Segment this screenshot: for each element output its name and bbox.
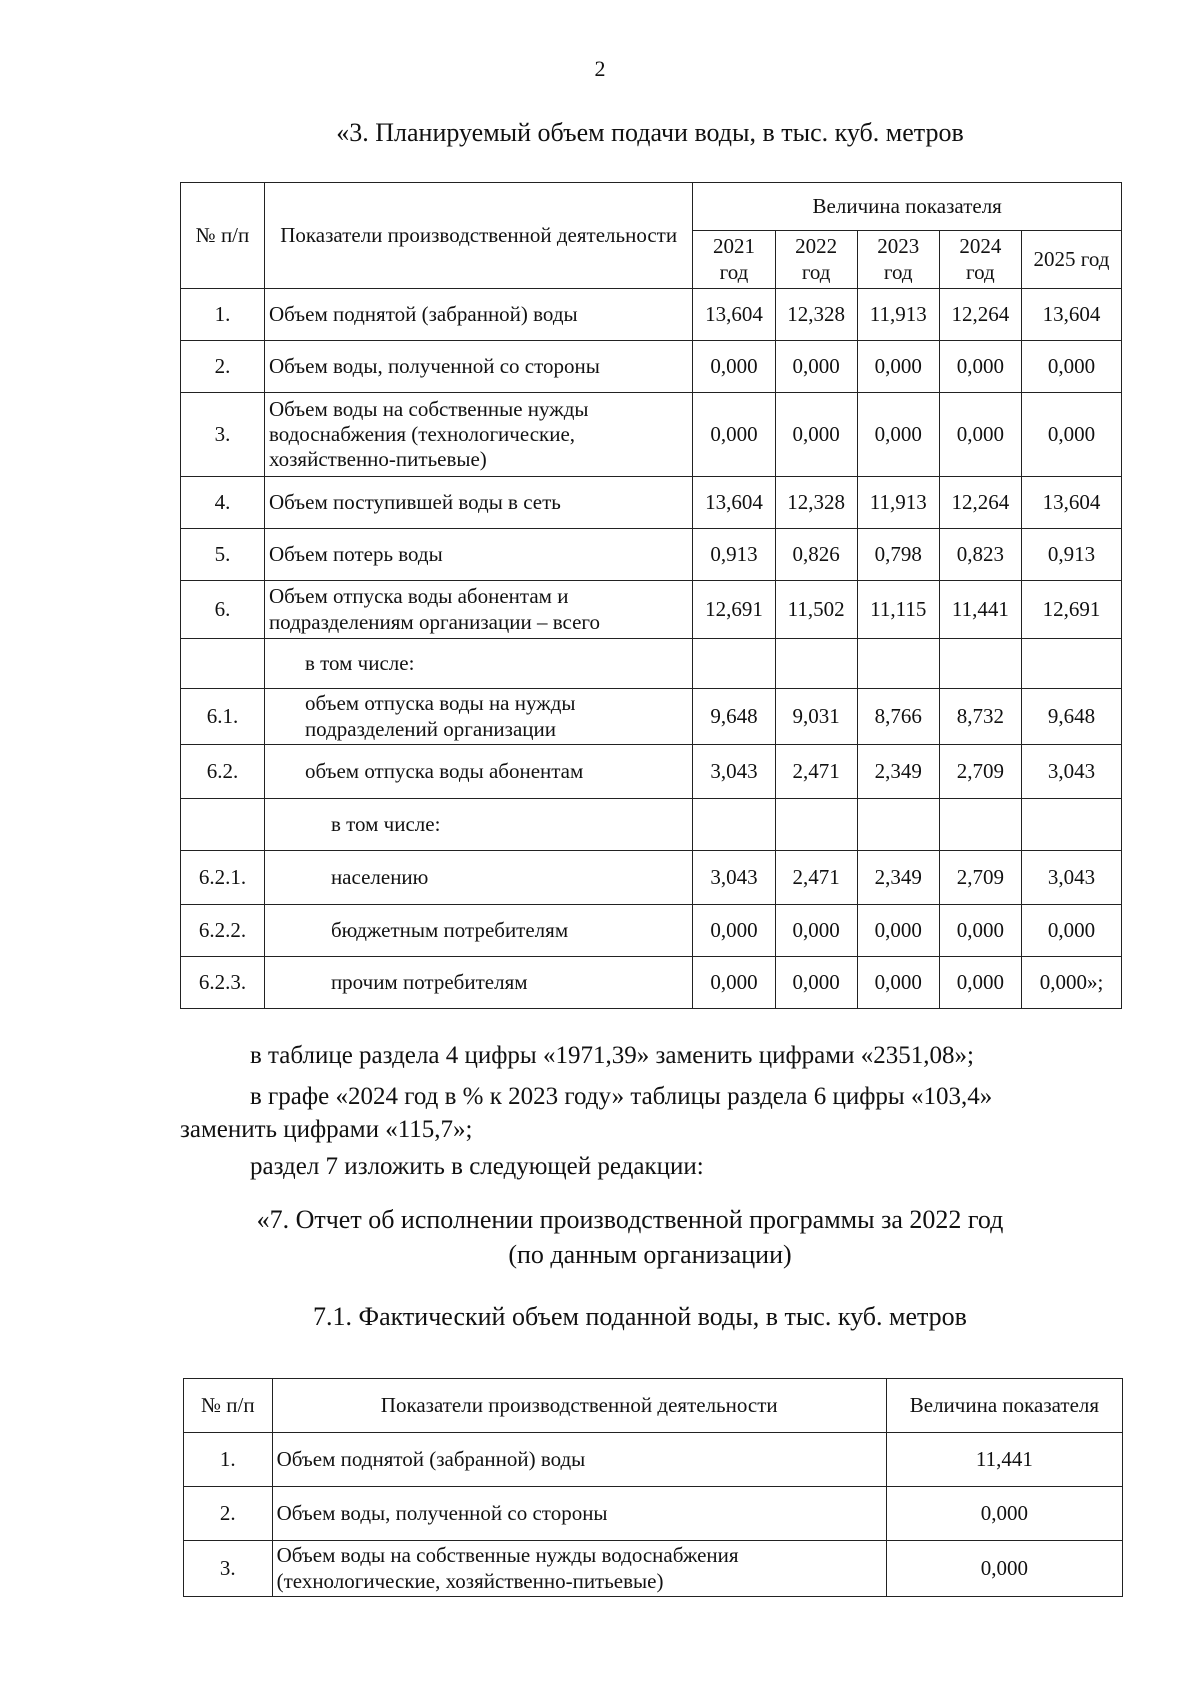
table-row [184,1433,1123,1487]
value-2025 [1021,799,1121,851]
value-2023: 11,913 [857,477,939,529]
row-indicator: Объем потерь воды [264,529,692,581]
value-2025: 0,000»; [1021,957,1121,1009]
row-num: 1. [181,289,265,341]
table-row [181,289,1122,341]
value-2021: 0,000 [693,341,775,393]
table-row [181,477,1122,529]
header-num: № п/п [181,183,265,289]
value-2023: 0,000 [857,341,939,393]
section-7-subtitle: (по данным организации) [508,1240,792,1269]
row-num: 3. [181,393,265,477]
value-2023: 2,349 [857,745,939,799]
value-2021: 0,000 [693,393,775,477]
value-2024: 0,823 [939,529,1021,581]
value-2021 [693,639,775,689]
value-2025: 0,000 [1021,393,1121,477]
table-row [181,393,1122,477]
value-2025: 0,000 [1021,341,1121,393]
value-2024: 8,732 [939,689,1021,745]
row-num: 3. [184,1541,273,1597]
row-num: 5. [181,529,265,581]
value-2025: 13,604 [1021,289,1121,341]
value-2023: 8,766 [857,689,939,745]
row-indicator: Объем воды, полученной со стороны [264,341,692,393]
value-2022 [775,799,857,851]
value-2022 [775,639,857,689]
row-indicator: в том числе: [264,799,692,851]
value-2021: 13,604 [693,477,775,529]
row-num: 6.2.3. [181,957,265,1009]
value-2023 [857,639,939,689]
header-year-2025: 2025 год [1021,231,1121,289]
table-row [181,639,1122,689]
row-num: 6. [181,581,265,639]
section-3-title: «3. Планируемый объем подачи воды, в тыс. куб. метров [336,118,964,147]
table-row [184,1541,1123,1597]
value-2023: 0,000 [857,393,939,477]
value-2022: 0,000 [775,393,857,477]
header-year-2023: 2023 год [857,231,939,289]
value-2022: 0,826 [775,529,857,581]
amendment-paragraph-1: в таблице раздела 4 цифры «1971,39» заменить цифрами «2351,08»; [250,1042,974,1069]
value-2021: 13,604 [693,289,775,341]
value-2023 [857,799,939,851]
value-2021: 3,043 [693,851,775,905]
value-2021 [693,799,775,851]
value-2022: 0,000 [775,957,857,1009]
table-row [181,957,1122,1009]
value-2023: 0,798 [857,529,939,581]
row-num: 2. [181,341,265,393]
value-2021: 9,648 [693,689,775,745]
row-num: 6.1. [181,689,265,745]
amendment-paragraph-3: раздел 7 изложить в следующей редакции: [250,1153,704,1180]
value-2023: 0,000 [857,905,939,957]
row-indicator: Объем поднятой (забранной) воды [272,1433,886,1487]
row-num: 6.2.2. [181,905,265,957]
value-2024: 0,000 [939,957,1021,1009]
value-2022: 12,328 [775,477,857,529]
row-indicator: Объем воды, полученной со стороны [272,1487,886,1541]
value-2024 [939,639,1021,689]
header-year-2024: 2024 год [939,231,1021,289]
row-value: 0,000 [886,1487,1122,1541]
table-row [181,581,1122,639]
header-year-2021: 2021 год [693,231,775,289]
value-2024: 0,000 [939,393,1021,477]
value-2023: 11,913 [857,289,939,341]
table-row [181,745,1122,799]
value-2021: 0,000 [693,957,775,1009]
section-7-title: «7. Отчет об исполнении производственной программы за 2022 год [256,1205,1004,1234]
amendment-paragraph-2: в графе «2024 год в % к 2023 году» таблицы раздела 6 цифры «103,4» [250,1083,993,1110]
value-2024: 11,441 [939,581,1021,639]
value-2024: 12,264 [939,477,1021,529]
value-2025: 0,913 [1021,529,1121,581]
value-2024 [939,799,1021,851]
value-2021: 0,000 [693,905,775,957]
value-2025: 12,691 [1021,581,1121,639]
row-indicator: Объем поднятой (забранной) воды [264,289,692,341]
row-indicator: прочим потребителям [264,957,692,1009]
value-2025: 13,604 [1021,477,1121,529]
section-7-1-title: 7.1. Фактический объем поданной воды, в тыс. куб. метров [313,1302,967,1331]
header-num: № п/п [184,1379,273,1433]
row-indicator: Объем воды на собственные нужды водоснабжения (технологические, хозяйственно-питьевые) [272,1541,886,1597]
row-indicator: объем отпуска воды абонентам [264,745,692,799]
row-indicator: населению [264,851,692,905]
value-2025: 9,648 [1021,689,1121,745]
value-2024: 0,000 [939,341,1021,393]
value-2023: 11,115 [857,581,939,639]
value-2021: 0,913 [693,529,775,581]
value-2022: 12,328 [775,289,857,341]
value-2025 [1021,639,1121,689]
row-indicator: в том числе: [264,639,692,689]
header-year-2022: 2022 год [775,231,857,289]
header-indicator: Показатели производственной деятельности [264,183,692,289]
value-2024: 12,264 [939,289,1021,341]
row-num: 6.2. [181,745,265,799]
row-indicator: Объем поступившей воды в сеть [264,477,692,529]
value-2023: 0,000 [857,957,939,1009]
row-value: 11,441 [886,1433,1122,1487]
value-2025: 3,043 [1021,745,1121,799]
value-2021: 12,691 [693,581,775,639]
table-row [184,1487,1123,1541]
row-num: 2. [184,1487,273,1541]
value-2022: 9,031 [775,689,857,745]
table-row [181,341,1122,393]
value-2022: 2,471 [775,851,857,905]
value-2022: 0,000 [775,341,857,393]
table-row [181,529,1122,581]
page-number: 2 [594,56,606,81]
planned-water-supply-table [180,182,1122,1009]
value-2025: 0,000 [1021,905,1121,957]
row-num: 4. [181,477,265,529]
row-indicator: Объем отпуска воды абонентам и подразделениям организации – всего [264,581,692,639]
row-num [181,639,265,689]
table-row [181,689,1122,745]
header-indicator: Показатели производственной деятельности [272,1379,886,1433]
value-2024: 0,000 [939,905,1021,957]
row-num [181,799,265,851]
row-num: 6.2.1. [181,851,265,905]
table-row [181,799,1122,851]
actual-water-supply-table [183,1378,1123,1597]
value-2022: 2,471 [775,745,857,799]
value-2022: 11,502 [775,581,857,639]
row-num: 1. [184,1433,273,1487]
value-2024: 2,709 [939,851,1021,905]
value-2024: 2,709 [939,745,1021,799]
table-row [181,905,1122,957]
row-indicator: объем отпуска воды на нужды подразделений организации [264,689,692,745]
header-value: Величина показателя [693,183,1122,231]
row-indicator: Объем воды на собственные нужды водоснабжения (технологические, хозяйственно-питьевые) [264,393,692,477]
amendment-paragraph-2-cont: заменить цифрами «115,7»; [180,1116,473,1143]
table-row [181,851,1122,905]
row-value: 0,000 [886,1541,1122,1597]
value-2023: 2,349 [857,851,939,905]
value-2021: 3,043 [693,745,775,799]
value-2022: 0,000 [775,905,857,957]
header-value: Величина показателя [886,1379,1122,1433]
value-2025: 3,043 [1021,851,1121,905]
row-indicator: бюджетным потребителям [264,905,692,957]
